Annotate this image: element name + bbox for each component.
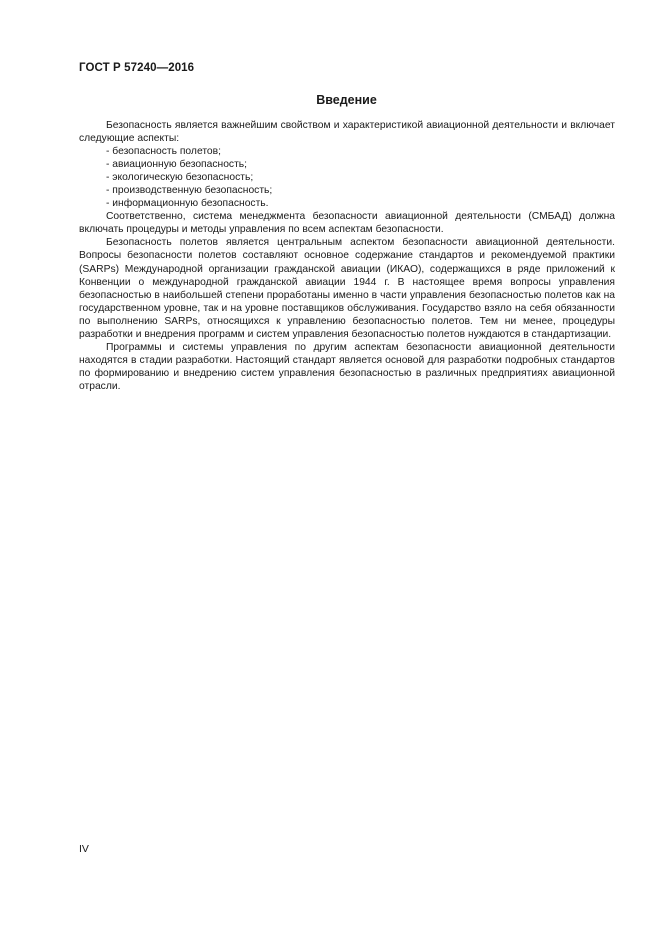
list-item: - производственную безопасность; (106, 185, 273, 197)
list-item: - информационную безопасность. (106, 198, 269, 210)
list-item: - экологическую безопасность; (106, 172, 254, 184)
paragraph-programs: Программы и системы управления по другим аспектам безопасности авиационной деятельности находятся в стадии разработки. Настоящий стандарт является основой для разработки подробных стандартов по формированию и внедрению систем управления безопасностью в различных предприятиях авиационной отрасли. (79, 341, 615, 392)
section-title: Введение (316, 93, 377, 107)
section-body (79, 119, 615, 393)
page-number: IV (79, 843, 89, 855)
paragraph-intro: Безопасность является важнейшим свойством и характеристикой авиационной деятельности и включает следующие аспекты: (79, 120, 615, 145)
document-code-header: ГОСТ Р 57240—2016 (79, 62, 195, 74)
paragraph-smbad: Соответственно, система менеджмента безопасности авиационной деятельности (СМБАД) должна включать процедуры и методы управления по всем аспектам безопасности. (79, 211, 615, 236)
list-item: - авиационную безопасность; (106, 159, 248, 171)
paragraph-flight-safety: Безопасность полетов является центральным аспектом безопасности авиационной деятельности. Вопросы безопасности полетов составляют основное содержание стандартов и рекомендуемой практики (SARPs) Международной организации гражданской авиации (ИКАО), содержащихся в ряде приложений к Конвенции о международной гражданской авиации 1944 г. В настоящее время вопросы управления безопасностью в наибольшей степени проработаны именно в части управления безопасностью полетов как на государственном уровне, так и на уровне поставщиков обслуживания. Государство взяло на себя обязанности по выполнению SARPs, относящихся к управлению безопасностью полетов. Тем ни менее, процедуры разработки и внедрения программ и систем управления безопасностью полетов нуждаются в стандартизации. (79, 237, 615, 340)
list-item: - безопасность полетов; (106, 146, 221, 158)
